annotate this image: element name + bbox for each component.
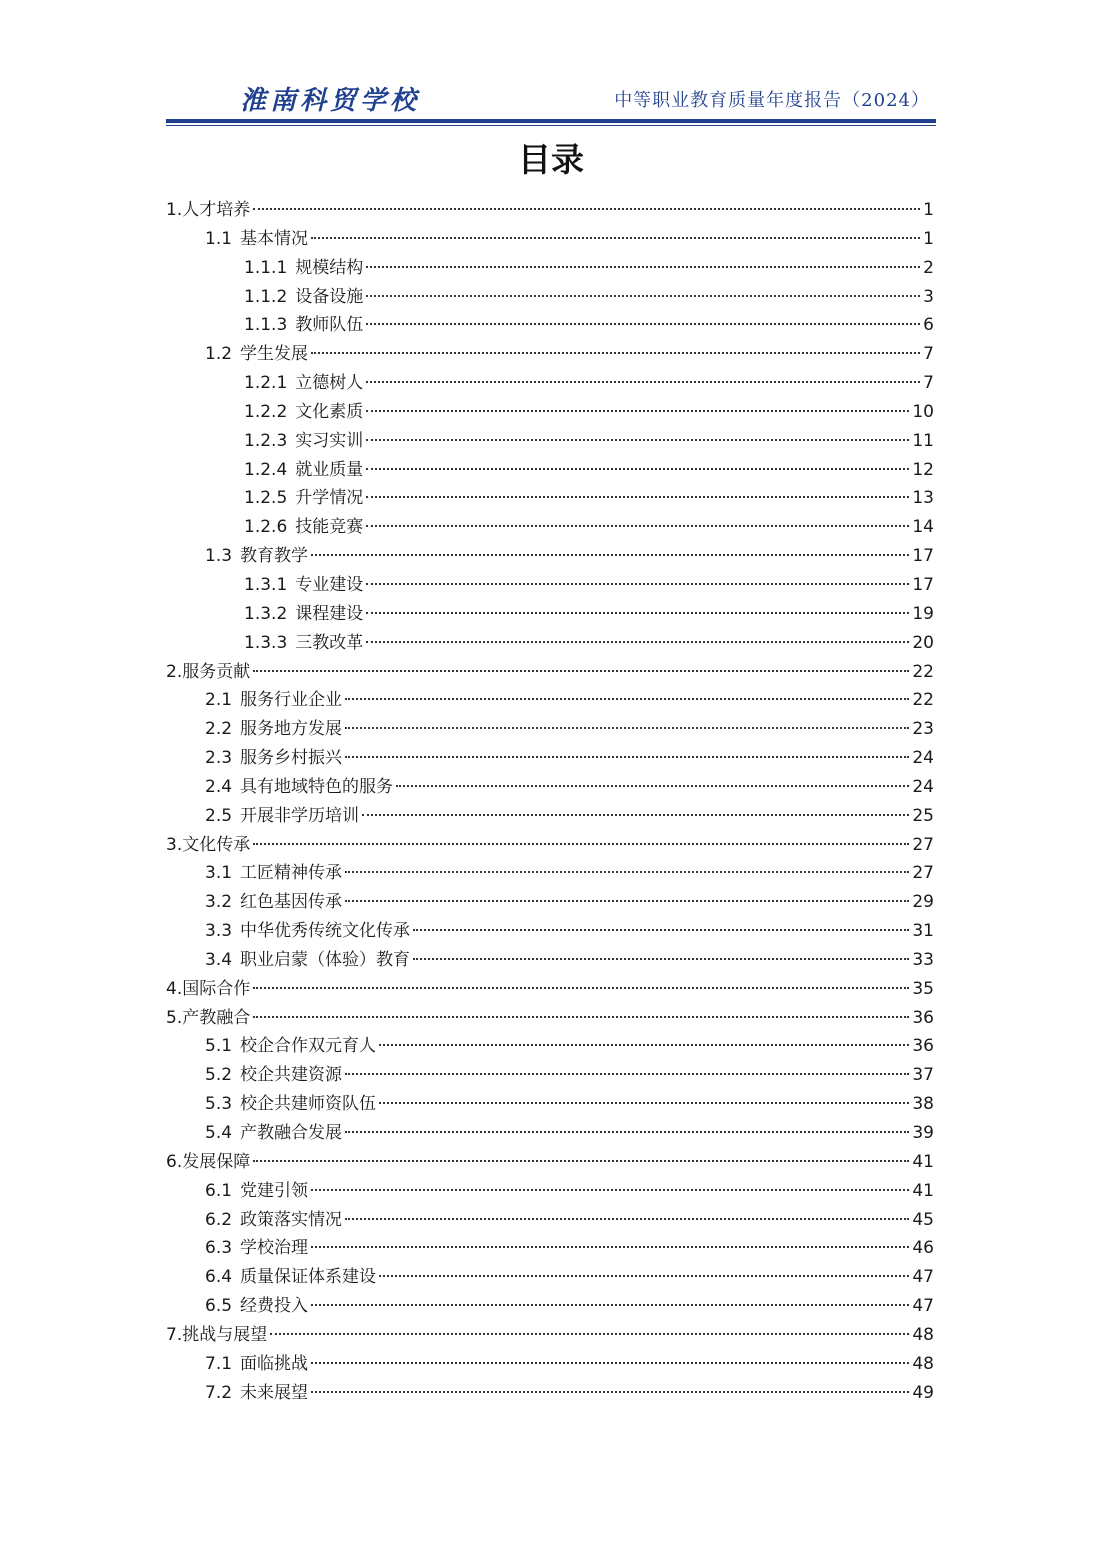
header-rule-thin xyxy=(166,125,936,126)
toc-entry-number: 7.2 xyxy=(205,1382,233,1403)
toc-entry-title: 党建引领 xyxy=(240,1180,309,1201)
toc-entry[interactable] xyxy=(166,1379,934,1408)
toc-dot-leader xyxy=(253,1160,909,1162)
toc-dot-leader xyxy=(396,785,909,787)
toc-entry[interactable] xyxy=(166,456,934,485)
toc-entry-title: 设备设施 xyxy=(295,286,364,307)
toc-entry-title: 规模结构 xyxy=(295,257,364,278)
toc-entry-page: 41 xyxy=(912,1151,934,1172)
toc-entry[interactable] xyxy=(166,340,934,369)
toc-entry-number: 1.1.1 xyxy=(244,257,288,278)
toc-entry[interactable] xyxy=(166,1090,934,1119)
toc-dot-leader xyxy=(379,1102,909,1104)
toc-entry[interactable] xyxy=(166,715,934,744)
toc-entry[interactable] xyxy=(166,975,934,1004)
toc-entry-title: 文化素质 xyxy=(295,401,364,422)
toc-entry-title: 开展非学历培训 xyxy=(240,805,360,826)
toc-entry[interactable] xyxy=(166,1004,934,1033)
toc-dot-leader xyxy=(311,1362,909,1364)
toc-entry[interactable] xyxy=(166,571,934,600)
toc-entry-number: 7.1 xyxy=(205,1353,233,1374)
toc-dot-leader xyxy=(345,698,909,700)
toc-dot-leader xyxy=(345,871,909,873)
toc-entry-title: 质量保证体系建设 xyxy=(240,1267,377,1288)
toc-entry-title: 三教改革 xyxy=(295,632,364,653)
toc-dot-leader xyxy=(345,1073,909,1075)
toc-entry-page: 47 xyxy=(912,1267,934,1288)
toc-entry-title: 教育教学 xyxy=(240,546,309,567)
toc-entry-number: 2.3 xyxy=(205,748,233,769)
toc-entry-number: 3.4 xyxy=(205,949,233,970)
toc-entry-title: 工匠精神传承 xyxy=(240,863,343,884)
toc-entry-title: 挑战与展望 xyxy=(182,1324,268,1345)
toc-entry-number: 2.1 xyxy=(205,690,233,711)
toc-entry-number: 6.4 xyxy=(205,1267,233,1288)
toc-entry-page: 38 xyxy=(912,1094,934,1115)
toc-entry[interactable] xyxy=(166,658,934,687)
toc-entry-page: 19 xyxy=(912,603,934,624)
toc-entry-page: 22 xyxy=(912,690,934,711)
toc-entry-page: 17 xyxy=(912,574,934,595)
toc-entry-number: 5. xyxy=(166,1007,183,1028)
toc-dot-leader xyxy=(366,525,909,527)
toc-entry-title: 校企共建资源 xyxy=(240,1065,343,1086)
toc-dot-leader xyxy=(311,554,909,556)
toc-entry[interactable] xyxy=(166,686,934,715)
toc-entry-title: 基本情况 xyxy=(240,228,309,249)
toc-entry[interactable] xyxy=(166,1234,934,1263)
toc-entry-number: 6.2 xyxy=(205,1209,233,1230)
toc-entry-page: 29 xyxy=(912,892,934,913)
toc-entry-page: 24 xyxy=(912,748,934,769)
toc-dot-leader xyxy=(379,1275,909,1277)
toc-entry[interactable] xyxy=(166,629,934,658)
toc-dot-leader xyxy=(366,468,909,470)
toc-dot-leader xyxy=(270,1333,909,1335)
toc-entry[interactable] xyxy=(166,542,934,571)
toc-dot-leader xyxy=(366,641,909,643)
toc-entry-page: 14 xyxy=(912,517,934,538)
toc-dot-leader xyxy=(253,843,909,845)
toc-entry-title: 经费投入 xyxy=(240,1296,309,1317)
toc-entry-number: 1.1.2 xyxy=(244,286,288,307)
toc-entry-title: 就业质量 xyxy=(295,459,364,480)
toc-entry-title: 课程建设 xyxy=(295,603,364,624)
toc-entry-number: 1.3.1 xyxy=(244,574,288,595)
toc-entry[interactable] xyxy=(166,744,934,773)
toc-entry[interactable] xyxy=(166,1177,934,1206)
toc-dot-leader xyxy=(253,670,909,672)
school-name: 淮南科贸学校 xyxy=(240,86,421,116)
toc-entry-title: 服务贡献 xyxy=(182,661,251,682)
toc-entry[interactable] xyxy=(166,254,934,283)
toc-entry-number: 6.5 xyxy=(205,1296,233,1317)
toc-entry-page: 2 xyxy=(923,257,934,278)
toc-entry[interactable] xyxy=(166,311,934,340)
toc-entry[interactable] xyxy=(166,196,934,225)
toc-entry-number: 6.1 xyxy=(205,1180,233,1201)
toc-entry-title: 校企共建师资队伍 xyxy=(240,1094,377,1115)
toc-entry-number: 3.3 xyxy=(205,921,233,942)
toc-entry-title: 学校治理 xyxy=(240,1238,309,1259)
toc-entry[interactable] xyxy=(166,831,934,860)
toc-entry[interactable] xyxy=(166,1321,934,1350)
page-title: 目录 xyxy=(518,140,584,179)
toc-entry-title: 未来展望 xyxy=(240,1382,309,1403)
toc-entry[interactable] xyxy=(166,600,934,629)
toc-entry[interactable] xyxy=(166,283,934,312)
toc-entry-page: 47 xyxy=(912,1296,934,1317)
toc-entry-number: 1.2.1 xyxy=(244,373,288,394)
toc-dot-leader xyxy=(345,727,909,729)
toc-entry-page: 17 xyxy=(912,546,934,567)
toc-entry-title: 校企合作双元育人 xyxy=(240,1036,377,1057)
toc-entry-number: 5.4 xyxy=(205,1123,233,1143)
toc-dot-leader xyxy=(366,323,920,325)
toc-entry-number: 1.3 xyxy=(205,546,233,567)
toc-entry-title: 具有地域特色的服务 xyxy=(240,776,394,797)
toc-entry-page: 48 xyxy=(912,1353,934,1374)
toc-entry[interactable] xyxy=(166,1350,934,1379)
toc-entry-title: 产教融合 xyxy=(182,1007,251,1028)
toc-entry[interactable] xyxy=(166,1032,934,1061)
toc-entry-number: 2.2 xyxy=(205,719,233,740)
report-title: 中等职业教育质量年度报告（2024） xyxy=(614,90,930,111)
toc-entry-title: 职业启蒙（体验）教育 xyxy=(240,949,411,970)
toc-dot-leader xyxy=(366,295,920,297)
toc-dot-leader xyxy=(311,1189,909,1191)
toc-entry-title: 国际合作 xyxy=(182,978,251,999)
toc-dot-leader xyxy=(345,756,909,758)
toc-entry-number: 1.1.3 xyxy=(244,315,288,336)
toc-entry[interactable] xyxy=(166,917,934,946)
toc-entry-title: 红色基因传承 xyxy=(240,892,343,913)
toc-entry-page: 6 xyxy=(923,315,934,336)
toc-dot-leader xyxy=(311,1391,909,1393)
toc-entry-page: 7 xyxy=(923,373,934,394)
toc-entry-number: 6.3 xyxy=(205,1238,233,1259)
toc-entry-number: 7. xyxy=(166,1324,183,1345)
toc-entry-title: 学生发展 xyxy=(240,344,309,365)
toc-entry-number: 5.3 xyxy=(205,1094,233,1115)
toc-entry-title: 升学情况 xyxy=(295,488,364,509)
toc-entry-number: 1.3.2 xyxy=(244,603,288,624)
toc-entry-page: 22 xyxy=(912,661,934,682)
toc-entry-number: 2. xyxy=(166,661,183,682)
toc-entry-title: 教师队伍 xyxy=(295,315,364,336)
toc-dot-leader xyxy=(366,381,920,383)
toc-entry-number: 1.2.6 xyxy=(244,517,288,538)
toc-entry-number: 5.1 xyxy=(205,1036,233,1057)
toc-entry-title: 产教融合发展 xyxy=(240,1123,343,1143)
toc-entry-number: 1. xyxy=(166,200,183,220)
toc-dot-leader xyxy=(366,496,909,498)
toc-entry-title: 面临挑战 xyxy=(240,1353,309,1374)
toc-dot-leader xyxy=(379,1044,909,1046)
toc-entry-page: 36 xyxy=(912,1007,934,1028)
toc-entry-page: 20 xyxy=(912,632,934,653)
toc-entry-page: 1 xyxy=(923,200,934,220)
toc-dot-leader xyxy=(345,900,909,902)
toc-entry-title: 文化传承 xyxy=(182,834,251,855)
toc-entry[interactable] xyxy=(166,1148,934,1177)
toc-dot-leader xyxy=(253,987,909,989)
toc-entry-number: 6. xyxy=(166,1151,183,1172)
toc-entry-title: 实习实训 xyxy=(295,430,364,451)
toc-entry[interactable] xyxy=(166,1206,934,1235)
toc-dot-leader xyxy=(366,410,909,412)
toc-entry-page: 48 xyxy=(912,1324,934,1345)
toc-dot-leader xyxy=(413,958,909,960)
toc-dot-leader xyxy=(311,352,920,354)
page-header xyxy=(166,78,936,118)
toc-entry-title: 人才培养 xyxy=(182,200,251,220)
toc-dot-leader xyxy=(366,439,909,441)
toc-entry-page: 27 xyxy=(912,863,934,884)
toc-dot-leader xyxy=(253,208,920,210)
toc-entry-number: 1.2.4 xyxy=(244,459,288,480)
toc-entry[interactable] xyxy=(166,773,934,802)
toc-entry-number: 1.1 xyxy=(205,228,233,249)
toc-entry[interactable] xyxy=(166,484,934,513)
toc-entry-number: 1.2.3 xyxy=(244,430,288,451)
table-of-contents xyxy=(166,196,934,1407)
toc-entry[interactable] xyxy=(166,888,934,917)
header-rule-thick xyxy=(166,119,936,123)
toc-entry-page: 39 xyxy=(912,1123,934,1143)
toc-entry-page: 36 xyxy=(912,1036,934,1057)
toc-entry-page: 3 xyxy=(923,286,934,307)
toc-entry-number: 1.2 xyxy=(205,344,233,365)
toc-entry-title: 服务乡村振兴 xyxy=(240,748,343,769)
toc-dot-leader xyxy=(366,583,909,585)
toc-entry[interactable] xyxy=(166,427,934,456)
toc-dot-leader xyxy=(366,266,920,268)
toc-entry-page: 11 xyxy=(912,430,934,451)
toc-entry-page: 37 xyxy=(912,1065,934,1086)
toc-entry[interactable] xyxy=(166,398,934,427)
toc-entry[interactable] xyxy=(166,1292,934,1321)
toc-entry-page: 45 xyxy=(912,1209,934,1230)
toc-entry[interactable] xyxy=(166,513,934,542)
toc-entry[interactable] xyxy=(166,946,934,975)
toc-entry-page: 12 xyxy=(912,459,934,480)
toc-entry-page: 1 xyxy=(923,228,934,249)
toc-entry[interactable] xyxy=(166,225,934,254)
toc-entry-number: 2.5 xyxy=(205,805,233,826)
toc-entry[interactable] xyxy=(166,1061,934,1090)
toc-dot-leader xyxy=(311,1246,909,1248)
toc-entry-title: 政策落实情况 xyxy=(240,1209,343,1230)
toc-entry[interactable] xyxy=(166,802,934,831)
toc-entry-title: 中华优秀传统文化传承 xyxy=(240,921,411,942)
toc-dot-leader xyxy=(366,612,909,614)
toc-entry-number: 3.2 xyxy=(205,892,233,913)
toc-entry-number: 5.2 xyxy=(205,1065,233,1086)
toc-dot-leader xyxy=(253,1016,909,1018)
toc-entry-page: 41 xyxy=(912,1180,934,1201)
toc-entry-page: 33 xyxy=(912,949,934,970)
toc-entry[interactable] xyxy=(166,1263,934,1292)
toc-dot-leader xyxy=(362,814,909,816)
toc-entry-number: 1.2.5 xyxy=(244,488,288,509)
toc-entry-page: 23 xyxy=(912,719,934,740)
toc-entry-page: 10 xyxy=(912,401,934,422)
toc-entry[interactable] xyxy=(166,369,934,398)
toc-entry-title: 立德树人 xyxy=(295,373,364,394)
toc-entry-title: 发展保障 xyxy=(182,1151,251,1172)
toc-dot-leader xyxy=(345,1218,909,1220)
toc-entry-number: 2.4 xyxy=(205,776,233,797)
toc-entry-title: 服务地方发展 xyxy=(240,719,343,740)
toc-entry-title: 专业建设 xyxy=(295,574,364,595)
toc-entry-title: 技能竞赛 xyxy=(295,517,364,538)
toc-entry[interactable] xyxy=(166,859,934,888)
toc-dot-leader xyxy=(311,237,920,239)
toc-entry-page: 13 xyxy=(912,488,934,509)
toc-entry-number: 1.2.2 xyxy=(244,401,288,422)
toc-dot-leader xyxy=(345,1131,909,1133)
toc-entry-page: 27 xyxy=(912,834,934,855)
toc-entry-page: 7 xyxy=(923,344,934,365)
toc-entry-page: 31 xyxy=(912,921,934,942)
toc-entry-number: 3.1 xyxy=(205,863,233,884)
toc-entry[interactable] xyxy=(166,1119,934,1148)
toc-entry-number: 4. xyxy=(166,978,183,999)
toc-dot-leader xyxy=(413,929,909,931)
toc-entry-page: 24 xyxy=(912,776,934,797)
toc-dot-leader xyxy=(311,1304,909,1306)
toc-entry-page: 46 xyxy=(912,1238,934,1259)
toc-entry-number: 3. xyxy=(166,834,183,855)
toc-entry-page: 25 xyxy=(912,805,934,826)
toc-entry-page: 35 xyxy=(912,978,934,999)
toc-entry-title: 服务行业企业 xyxy=(240,690,343,711)
toc-entry-number: 1.3.3 xyxy=(244,632,288,653)
toc-entry-page: 49 xyxy=(912,1382,934,1403)
